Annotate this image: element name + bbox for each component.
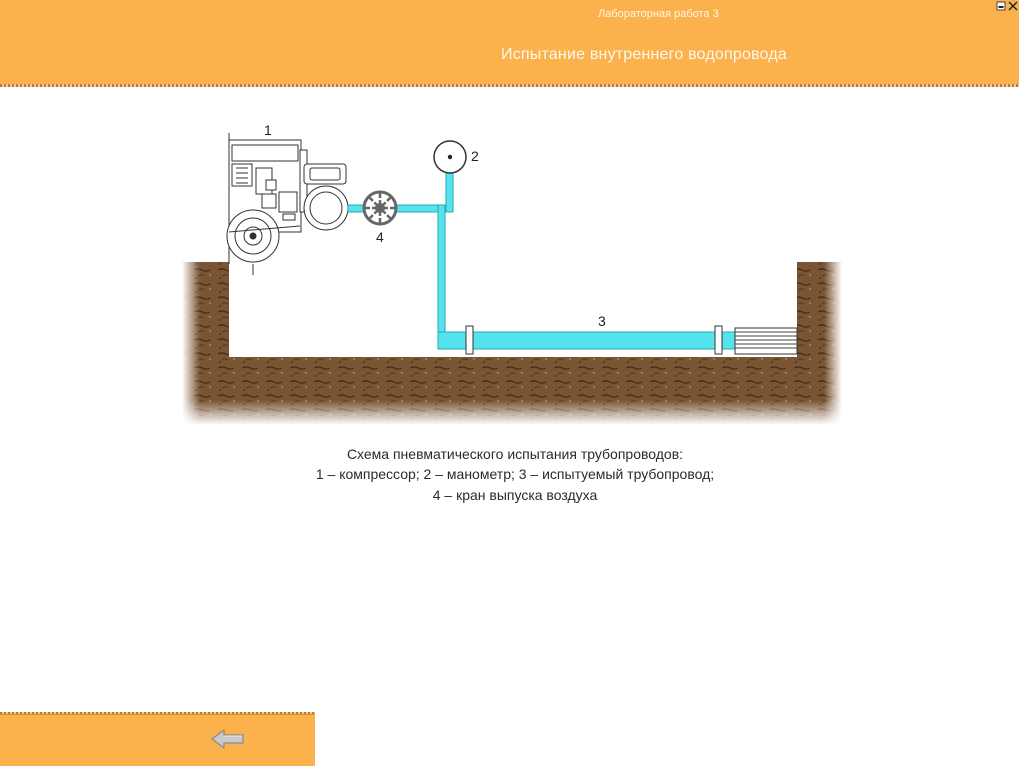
- back-button[interactable]: [210, 728, 246, 750]
- caption-line-2: 1 – компрессор; 2 – манометр; 3 – испытуемый трубопровод;: [315, 466, 715, 482]
- caption-line-1: Схема пневматического испытания трубопроводов:: [346, 446, 684, 462]
- label-manometer: 2: [471, 148, 479, 164]
- label-compressor: 1: [264, 122, 272, 138]
- footer-bar: [0, 712, 315, 766]
- left-arrow-icon: [210, 728, 246, 750]
- caption-line-3: 4 – кран выпуска воздуха: [432, 487, 598, 503]
- lab-number: Лабораторная работа 3: [598, 8, 719, 20]
- label-pipeline: 3: [598, 313, 606, 329]
- footer-divider: [0, 712, 315, 714]
- manometer: [434, 141, 466, 173]
- page-title: Испытание внутреннего водопровода: [501, 46, 787, 63]
- compressor: [227, 133, 348, 275]
- label-valve: 4: [376, 229, 384, 245]
- valve: [364, 192, 396, 224]
